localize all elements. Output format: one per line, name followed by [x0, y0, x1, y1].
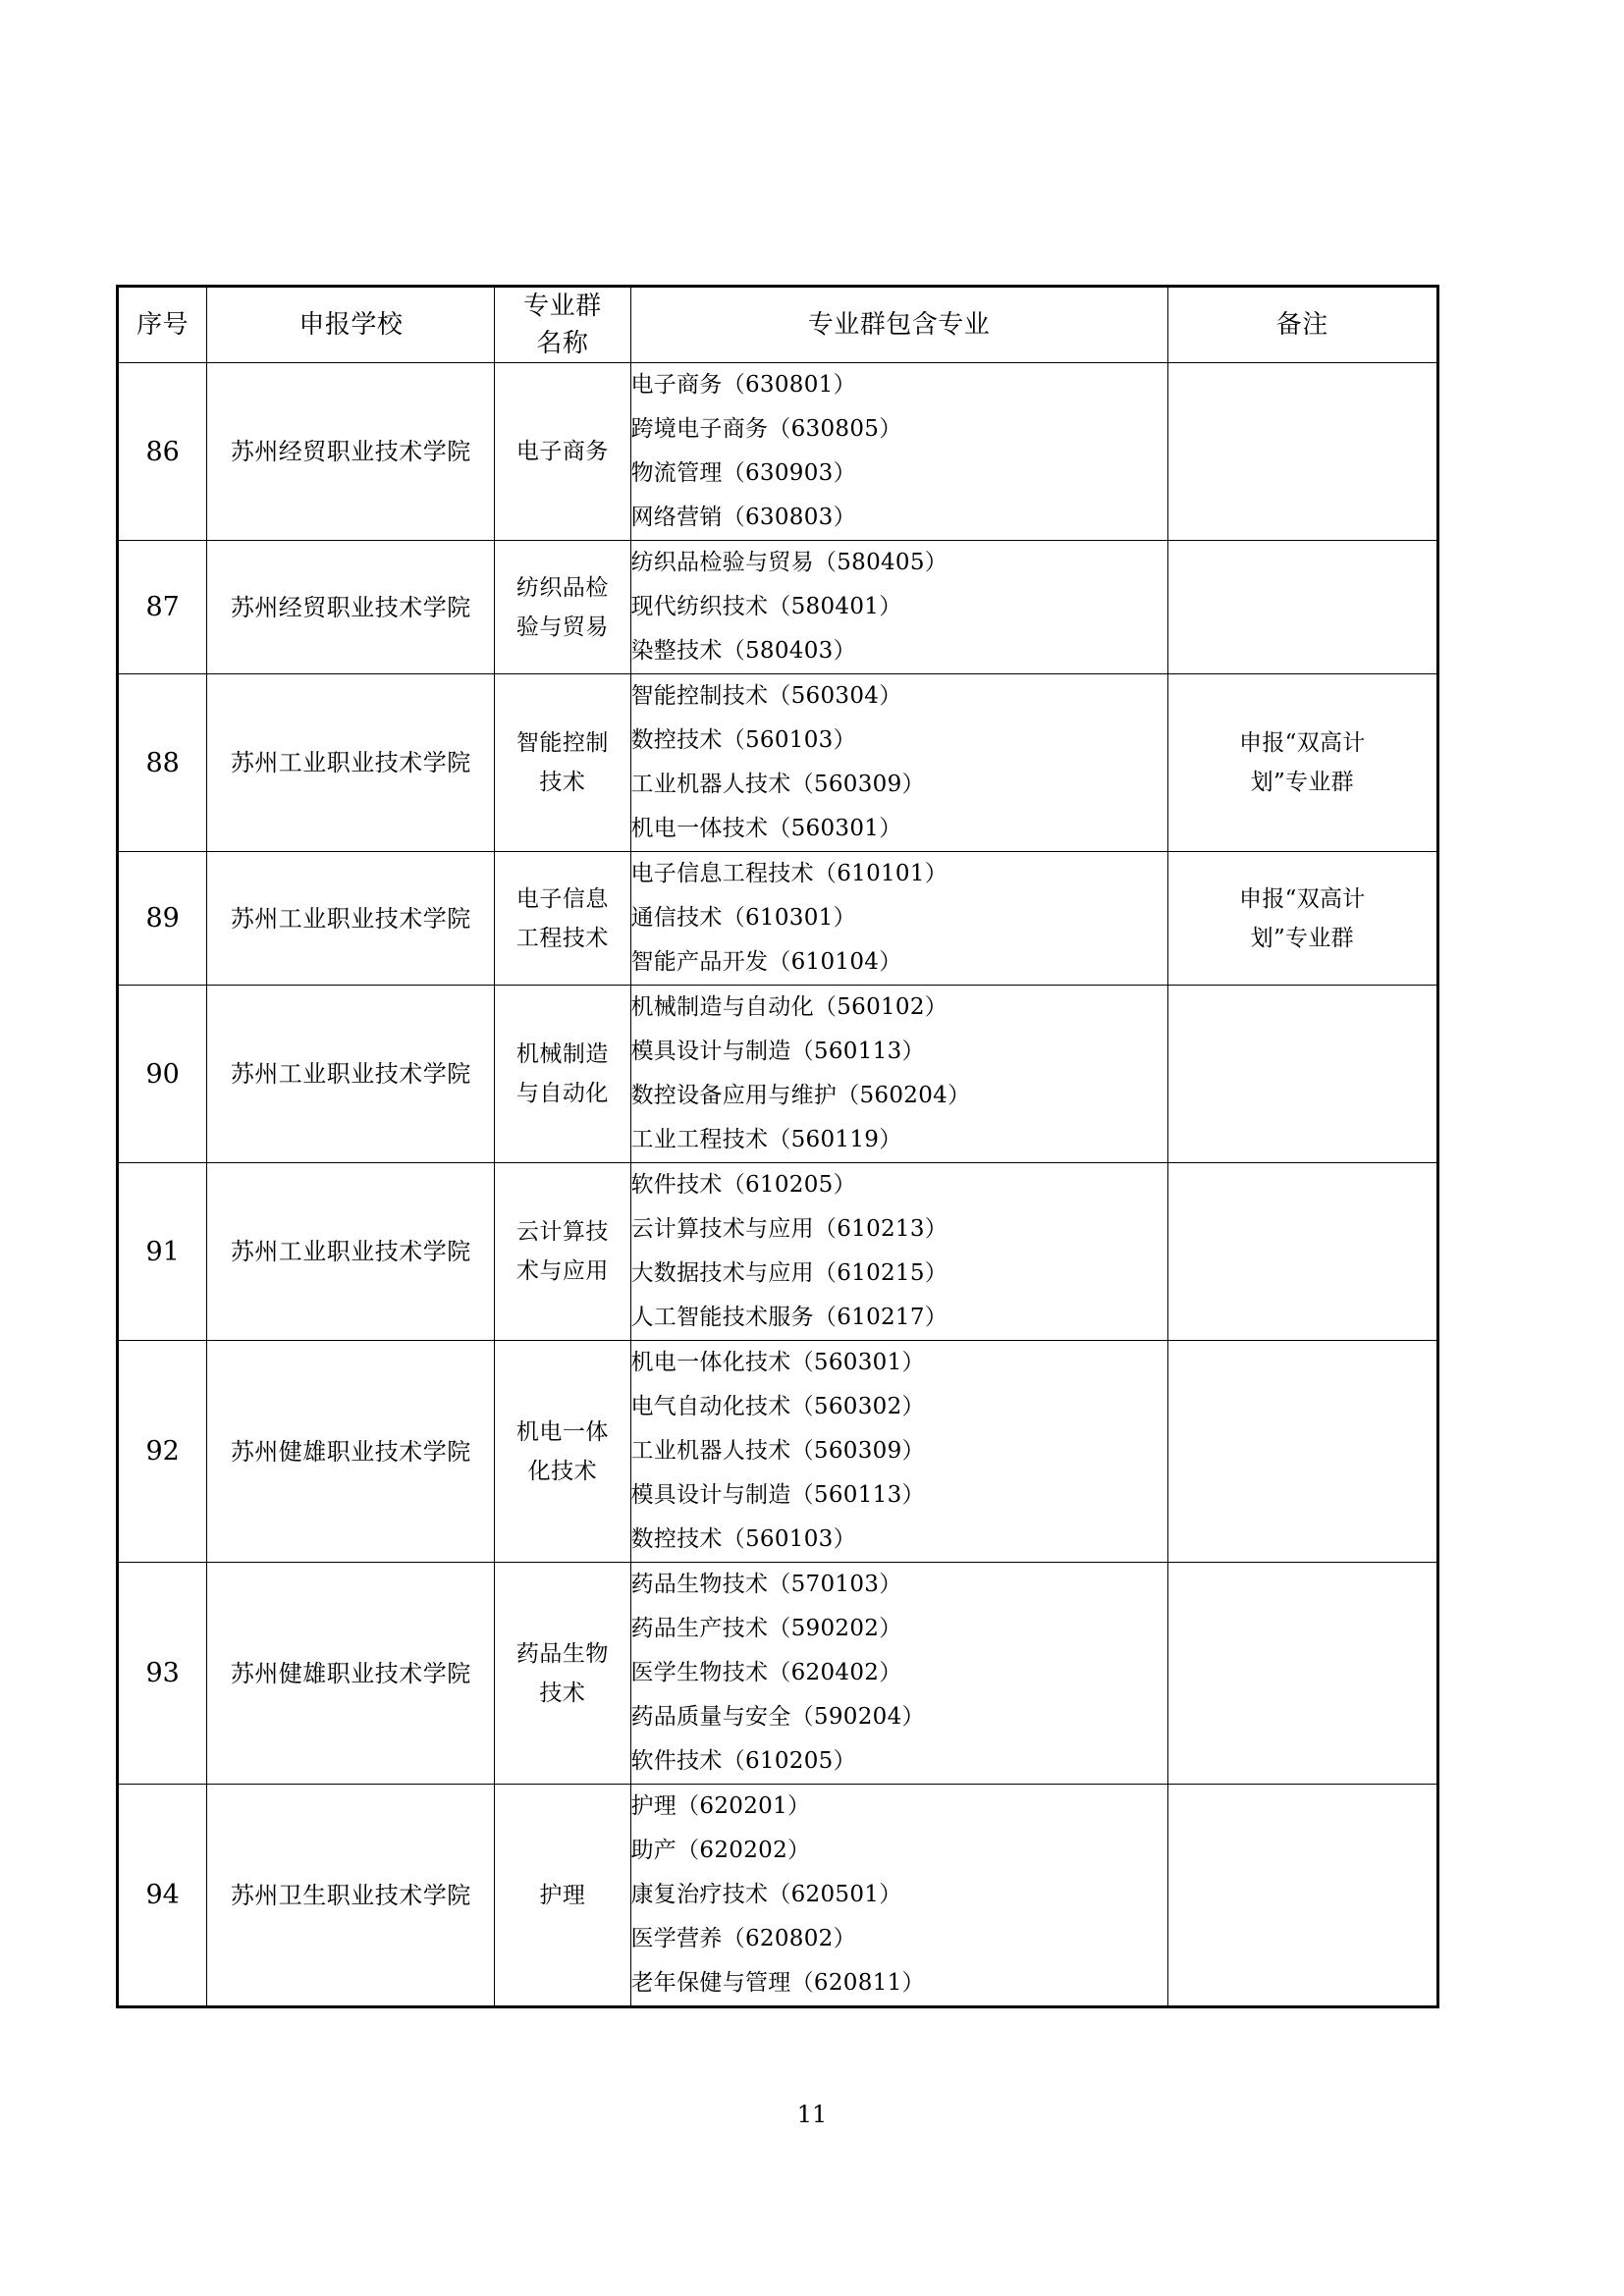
- cell-sequence-number: 86: [118, 363, 207, 541]
- major-entry: 软件技术（610205）: [630, 1748, 856, 1774]
- major-entry: 智能控制技术（560304）: [630, 683, 902, 709]
- major-entry: 电子商务（630801）: [630, 372, 856, 398]
- column-header-group-name-line2: 名称: [536, 329, 589, 358]
- major-entry: 医学营养（620802）: [630, 1926, 856, 1951]
- major-entry: 现代纺织技术（580401）: [630, 594, 902, 619]
- cell-group-name: [495, 363, 630, 541]
- note-line: 划”专业群: [1250, 770, 1354, 795]
- table-row: [118, 674, 1438, 852]
- cell-group-name: [495, 986, 630, 1163]
- major-entry: 工业机器人技术（560309）: [630, 772, 925, 797]
- cell-majors-list: [630, 852, 1167, 986]
- cell-sequence-number: 91: [118, 1163, 207, 1341]
- cell-majors-list: [630, 986, 1167, 1163]
- cell-majors-list: [630, 1563, 1167, 1785]
- table-row: [118, 986, 1438, 1163]
- group-name-line: 电子信息: [515, 885, 609, 912]
- table-header: [118, 287, 1438, 363]
- table-row: [118, 363, 1438, 541]
- cell-majors-list: [630, 363, 1167, 541]
- major-entry: 模具设计与制造（560113）: [630, 1039, 925, 1064]
- major-entry: 药品生物技术（570103）: [630, 1572, 902, 1597]
- major-entry: 人工智能技术服务（610217）: [630, 1305, 948, 1330]
- table-row: [118, 1785, 1438, 2007]
- cell-sequence-number: 93: [118, 1563, 207, 1785]
- column-header-seq: 序号: [118, 287, 207, 363]
- column-header-majors: 专业群包含专业: [630, 287, 1167, 363]
- table-body: [118, 363, 1438, 2007]
- cell-school-name: 苏州经贸职业技术学院: [207, 363, 495, 541]
- cell-group-name: [495, 852, 630, 986]
- page-number: 11: [796, 2101, 828, 2128]
- cell-note: [1167, 1785, 1437, 2007]
- cell-school-name: 苏州卫生职业技术学院: [207, 1785, 495, 2007]
- group-name-line: 智能控制: [515, 730, 609, 756]
- major-entry: 数控技术（560103）: [630, 727, 856, 753]
- major-entry: 跨境电子商务（630805）: [630, 416, 902, 442]
- cell-majors-list: [630, 674, 1167, 852]
- major-entry: 软件技术（610205）: [630, 1172, 856, 1198]
- group-name-line: 云计算技: [515, 1219, 609, 1245]
- major-entry: 纺织品检验与贸易（580405）: [630, 550, 948, 575]
- group-name-line: 技术: [539, 1680, 586, 1706]
- column-header-group-name-line1: 专业群: [523, 292, 602, 321]
- table-row: [118, 1563, 1438, 1785]
- cell-sequence-number: 90: [118, 986, 207, 1163]
- major-entry: 药品生产技术（590202）: [630, 1616, 902, 1641]
- cell-school-name: 苏州工业职业技术学院: [207, 1163, 495, 1341]
- cell-school-name: 苏州工业职业技术学院: [207, 986, 495, 1163]
- column-header-school: 申报学校: [207, 287, 495, 363]
- cell-group-name: [495, 1785, 630, 2007]
- group-name-line: 技术: [539, 770, 586, 795]
- cell-note: [1167, 1563, 1437, 1785]
- major-entry: 大数据技术与应用（610215）: [630, 1260, 948, 1286]
- cell-majors-list: [630, 1341, 1167, 1563]
- major-entry: 染整技术（580403）: [630, 638, 856, 664]
- cell-majors-list: [630, 541, 1167, 674]
- cell-note: [1167, 986, 1437, 1163]
- column-header-group-name: [495, 287, 630, 363]
- group-name-line: 化技术: [527, 1458, 598, 1484]
- group-name-line: 术与应用: [515, 1258, 609, 1284]
- cell-school-name: 苏州健雄职业技术学院: [207, 1341, 495, 1563]
- group-name-line: 纺织品检: [515, 574, 609, 601]
- major-entry: 护理（620201）: [630, 1793, 811, 1819]
- major-entry: 机械制造与自动化（560102）: [630, 994, 948, 1020]
- major-entry: 通信技术（610301）: [630, 905, 856, 931]
- major-entry: 电气自动化技术（560302）: [630, 1394, 925, 1419]
- major-entry: 数控设备应用与维护（560204）: [630, 1083, 971, 1108]
- table-row: [118, 852, 1438, 986]
- major-entry: 云计算技术与应用（610213）: [630, 1216, 948, 1242]
- major-entry: 助产（620202）: [630, 1838, 811, 1863]
- group-name-line: 电子商务: [515, 439, 609, 464]
- cell-note: [1167, 674, 1437, 852]
- major-entry: 机电一体技术（560301）: [630, 816, 902, 841]
- cell-school-name: 苏州工业职业技术学院: [207, 674, 495, 852]
- major-entry: 智能产品开发（610104）: [630, 949, 902, 975]
- cell-note: [1167, 1341, 1437, 1563]
- group-name-line: 机械制造: [515, 1041, 609, 1067]
- table-row: [118, 541, 1438, 674]
- note-line: 申报“双高计: [1239, 885, 1366, 912]
- cell-group-name: [495, 1341, 630, 1563]
- table-row: [118, 1163, 1438, 1341]
- cell-note: [1167, 852, 1437, 986]
- cell-group-name: [495, 674, 630, 852]
- major-entry: 电子信息工程技术（610101）: [630, 861, 948, 886]
- column-header-note: 备注: [1167, 287, 1437, 363]
- cell-school-name: 苏州工业职业技术学院: [207, 852, 495, 986]
- group-name-line: 药品生物: [515, 1640, 609, 1667]
- cell-note: [1167, 541, 1437, 674]
- cell-sequence-number: 87: [118, 541, 207, 674]
- cell-majors-list: [630, 1785, 1167, 2007]
- cell-sequence-number: 89: [118, 852, 207, 986]
- major-entry: 网络营销（630803）: [630, 505, 856, 530]
- note-line: 划”专业群: [1250, 925, 1354, 951]
- group-name-line: 与自动化: [515, 1081, 609, 1106]
- major-entry: 工业工程技术（560119）: [630, 1127, 902, 1152]
- group-name-line: 机电一体: [515, 1418, 609, 1445]
- major-entry: 数控技术（560103）: [630, 1526, 856, 1552]
- cell-sequence-number: 94: [118, 1785, 207, 2007]
- group-name-line: 工程技术: [515, 925, 609, 951]
- majors-table: [116, 285, 1439, 2008]
- major-entry: 模具设计与制造（560113）: [630, 1482, 925, 1508]
- cell-school-name: 苏州健雄职业技术学院: [207, 1563, 495, 1785]
- majors-table-container: [116, 285, 1439, 2008]
- group-name-line: 护理: [539, 1882, 586, 1908]
- major-entry: 药品质量与安全（590204）: [630, 1704, 925, 1730]
- cell-school-name: 苏州经贸职业技术学院: [207, 541, 495, 674]
- cell-group-name: [495, 1163, 630, 1341]
- major-entry: 康复治疗技术（620501）: [630, 1882, 902, 1907]
- major-entry: 物流管理（630903）: [630, 460, 856, 486]
- table-header-row: [118, 287, 1438, 363]
- cell-majors-list: [630, 1163, 1167, 1341]
- table-row: [118, 1341, 1438, 1563]
- cell-group-name: [495, 1563, 630, 1785]
- major-entry: 机电一体化技术（560301）: [630, 1350, 925, 1375]
- cell-sequence-number: 88: [118, 674, 207, 852]
- major-entry: 工业机器人技术（560309）: [630, 1438, 925, 1464]
- note-line: 申报“双高计: [1239, 730, 1366, 756]
- major-entry: 老年保健与管理（620811）: [630, 1970, 925, 1996]
- major-entry: 医学生物技术（620402）: [630, 1660, 902, 1685]
- cell-sequence-number: 92: [118, 1341, 207, 1563]
- group-name-line: 验与贸易: [515, 614, 609, 640]
- cell-note: [1167, 363, 1437, 541]
- cell-note: [1167, 1163, 1437, 1341]
- cell-group-name: [495, 541, 630, 674]
